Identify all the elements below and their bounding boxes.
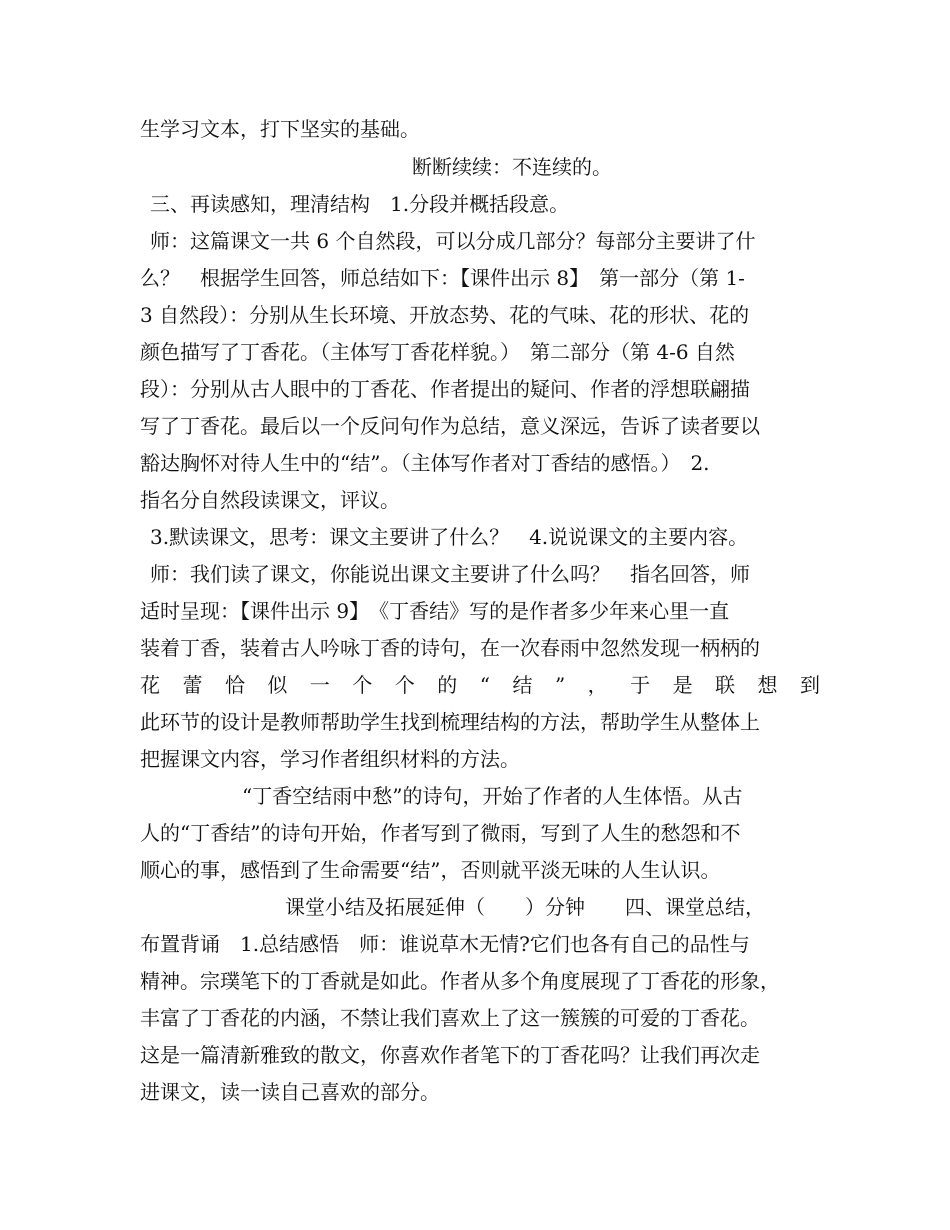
text-line: 人的“丁香结”的诗句开始，作者写到了微雨，写到了人生的愁怨和不 xyxy=(140,821,741,845)
text-line: 精神。宗璞笔下的丁香就是如此。作者从多个角度展现了丁香花的形象， xyxy=(140,969,780,993)
text-line: 适时呈现：【课件出示 9】 《丁香结》写的是作者多少年来心里一直 xyxy=(140,599,730,623)
text-line: 指名分自然段读课文，评议。 xyxy=(140,488,400,512)
text-line: 丰富了丁香花的内涵，不禁让我们喜欢上了这一簇簇的可爱的丁香花。 xyxy=(140,1006,760,1030)
text-line: 把握课文内容，学习作者组织材料的方法。 xyxy=(140,747,520,771)
text-line: 3 自然段）：分别从生长环境、开放态势、花的气味、花的形状、花的 xyxy=(140,303,750,327)
text-line: 生学习文本，打下坚实的基础。 xyxy=(140,117,420,141)
text-line: 写了丁香花。最后以一个反问句作为总结，意义深远，告诉了读者要以 xyxy=(140,414,760,438)
text-line: 师：我们读了课文，你能说出课文主要讲了什么吗？ 指名回答，师 xyxy=(150,562,750,586)
section-heading: 课堂小结及拓展延伸（ ）分钟 四、课堂总结， xyxy=(285,895,765,919)
text-line: 师：这篇课文一共 6 个自然段，可以分成几部分？每部分主要讲了什 xyxy=(150,229,756,253)
text-line: 此环节的设计是教师帮助学生找到梳理结构的方法，帮助学生从整体上 xyxy=(140,710,760,734)
section-heading: 三、再读感知，理清结构 1.分段并概括段意。 xyxy=(150,192,570,216)
text-line-justified: 花蕾恰似一个个的“结”，于是联想到 xyxy=(140,673,820,697)
text-line: 顺心的事，感悟到了生命需要“结”，否则就平淡无味的人生认识。 xyxy=(140,858,721,882)
text-line: 么？ 根据学生回答，师总结如下：【课件出示 8】 第一部分（第 1- xyxy=(140,266,745,290)
text-line: 段）：分别从古人眼中的丁香花、作者提出的疑问、作者的浮想联翩描 xyxy=(140,377,750,401)
text-line: 装着丁香，装着古人吟咏丁香的诗句，在一次春雨中忽然发现一柄柄的 xyxy=(140,636,760,660)
text-line: “丁香空结雨中愁”的诗句，开始了作者的人生体悟。从古 xyxy=(242,784,743,808)
text-line: 豁达胸怀对待人生中的“结”。（主体写作者对丁香结的感悟。） 2. xyxy=(140,451,710,475)
text-line-definition: 断断续续：不连续的。 xyxy=(412,155,612,179)
text-line: 颜色描写了丁香花。（主体写丁香花样貌。） 第二部分（第 4-6 自然 xyxy=(140,340,735,364)
text-line: 这是一篇清新雅致的散文，你喜欢作者笔下的丁香花吗？让我们再次走 xyxy=(140,1043,760,1067)
text-line: 3.默读课文，思考：课文主要讲了什么？ 4.说说课文的主要内容。 xyxy=(150,525,749,549)
text-line: 进课文，读一读自己喜欢的部分。 xyxy=(140,1080,440,1104)
text-line: 布置背诵 1.总结感悟 师：谁说草木无情?它们也各有自己的品性与 xyxy=(140,932,750,956)
